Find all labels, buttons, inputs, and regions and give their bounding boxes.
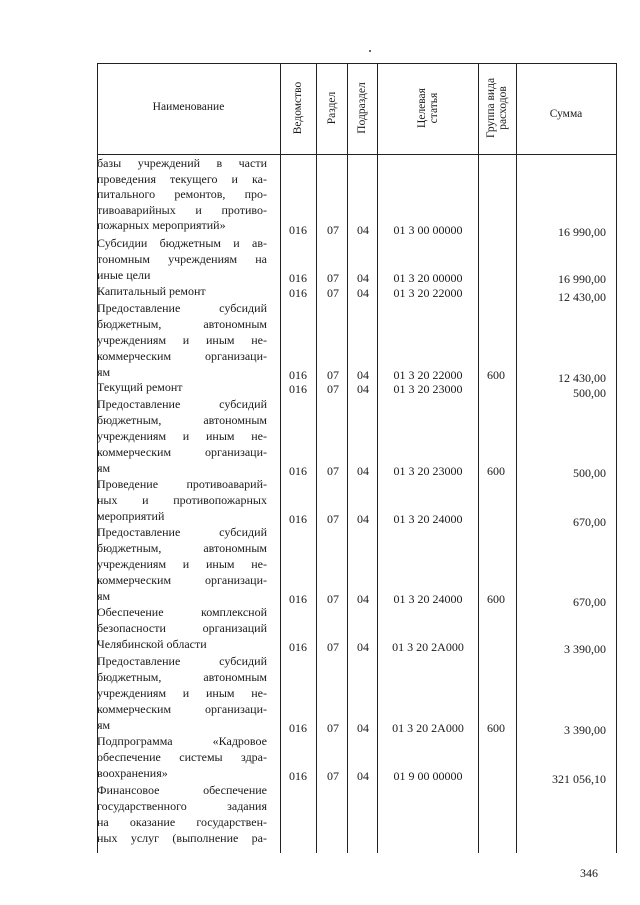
cell-vedomstvo: 016 [289, 592, 307, 606]
cell-podrazdel: 04 [357, 382, 369, 396]
name-line: Субсидии бюджетным и ав- [97, 236, 267, 250]
page-number: 346 [580, 866, 598, 880]
cell-vedomstvo: 016 [289, 640, 307, 654]
cell-gruppa: 600 [487, 592, 505, 606]
cell-razdel: 07 [327, 382, 339, 396]
cell-summa: 16 990,00 [558, 272, 606, 286]
cell-vedomstvo: 016 [289, 769, 307, 783]
header-summa: Сумма [549, 108, 583, 120]
cell-gruppa: 600 [487, 368, 505, 382]
name-line: бюджетным, автономным [97, 413, 267, 427]
cell-podrazdel: 04 [357, 271, 369, 285]
cell-celevaya-statya: 01 3 20 2А000 [392, 640, 464, 654]
name-line: тономным учреждениям на [97, 252, 267, 266]
cell-podrazdel: 04 [357, 640, 369, 654]
header-vedomstvo: Ведомство [292, 81, 304, 135]
cell-razdel: 07 [327, 368, 339, 382]
name-line: Проведение противоаварий- [97, 477, 267, 491]
name-line: учреждениям и иным не- [97, 686, 267, 700]
cell-vedomstvo: 016 [289, 286, 307, 300]
name-line: ям [97, 718, 111, 732]
name-line: тивоаварийных и противо- [97, 202, 267, 217]
name-line: ям [97, 365, 111, 379]
cell-podrazdel: 04 [357, 286, 369, 300]
cell-vedomstvo: 016 [289, 223, 307, 237]
name-line: на оказание государствен- [97, 815, 267, 829]
cell-celevaya-statya: 01 3 20 22000 [393, 368, 463, 382]
header-name: Наименование [152, 101, 225, 113]
cell-podrazdel: 04 [357, 512, 369, 526]
name-line: государственного задания [97, 799, 267, 813]
cell-razdel: 07 [327, 271, 339, 285]
name-line: Финансовое обеспечение [97, 783, 267, 797]
name-line: Обеспечение комплексной [97, 605, 267, 619]
cell-summa: 16 990,00 [558, 225, 606, 239]
cell-summa: 3 390,00 [564, 723, 606, 737]
cell-summa: 321 056,10 [552, 772, 606, 786]
header-podrazdel: Подраздел [356, 82, 368, 134]
cell-vedomstvo: 016 [289, 368, 307, 382]
cell-celevaya-statya: 01 3 20 23000 [393, 382, 463, 396]
name-line: ям [97, 589, 111, 603]
cell-razdel: 07 [327, 512, 339, 526]
name-line: ных и противопожарных [97, 493, 267, 507]
name-line: воохранения» [97, 766, 168, 780]
col-divider [347, 63, 348, 853]
cell-summa: 500,00 [573, 466, 606, 480]
cell-gruppa: 600 [487, 721, 505, 735]
cell-summa: 670,00 [573, 595, 606, 609]
cell-vedomstvo: 016 [289, 271, 307, 285]
name-line: Предоставление субсидий [97, 525, 267, 539]
header-gruppa-vida-rashodov: Группа вида расходов [485, 77, 509, 139]
cell-razdel: 07 [327, 640, 339, 654]
name-line: ям [97, 461, 111, 475]
cell-summa: 12 430,00 [558, 371, 606, 385]
cell-vedomstvo: 016 [289, 464, 307, 478]
cell-celevaya-statya: 01 3 20 22000 [393, 286, 463, 300]
name-line: проведения текущего и ка- [97, 171, 267, 186]
cell-summa: 12 430,00 [558, 290, 606, 304]
name-line: Предоставление субсидий [97, 654, 267, 668]
name-line: бюджетным, автономным [97, 317, 267, 331]
col-divider [280, 63, 281, 853]
cell-podrazdel: 04 [357, 592, 369, 606]
name-line: Предоставление субсидий [97, 397, 267, 411]
name-line: базы учреждений в части [97, 156, 267, 170]
cell-podrazdel: 04 [357, 464, 369, 478]
cell-gruppa: 600 [487, 464, 505, 478]
header-razdel: Раздел [326, 91, 338, 125]
name-line: Предоставление субсидий [97, 301, 267, 315]
cell-summa: 3 390,00 [564, 642, 606, 656]
cell-celevaya-statya: 01 3 20 00000 [393, 271, 463, 285]
table-top-border [97, 63, 616, 64]
name-line: Челябинской области [97, 637, 207, 651]
col-divider [316, 63, 317, 853]
cell-vedomstvo: 016 [289, 721, 307, 735]
name-line: безопасности организаций [97, 621, 267, 635]
name-line: обеспечение системы здра- [97, 750, 267, 764]
name-line: коммерческим организаци- [97, 349, 267, 363]
cell-razdel: 07 [327, 223, 339, 237]
name-line: учреждениям и иным не- [97, 333, 267, 347]
name-line: учреждениям и иным не- [97, 429, 267, 443]
cell-vedomstvo: 016 [289, 512, 307, 526]
cell-celevaya-statya: 01 3 00 00000 [393, 223, 463, 237]
header-celevaya-statya: Целевая статья [416, 88, 440, 128]
cell-summa: 500,00 [573, 386, 606, 400]
cell-podrazdel: 04 [357, 769, 369, 783]
name-line: коммерческим организаци- [97, 573, 267, 587]
name-line: учреждениям и иным не- [97, 557, 267, 571]
cell-razdel: 07 [327, 286, 339, 300]
name-line: Капитальный ремонт [97, 284, 206, 298]
cell-razdel: 07 [327, 769, 339, 783]
name-line: питального ремонтов, про- [97, 187, 267, 201]
cell-podrazdel: 04 [357, 721, 369, 735]
cell-podrazdel: 04 [357, 223, 369, 237]
name-line: коммерческим организаци- [97, 702, 267, 716]
cell-summa: 670,00 [573, 515, 606, 529]
name-line: иные цели [97, 268, 151, 282]
cell-celevaya-statya: 01 3 20 24000 [393, 592, 463, 606]
col-divider [516, 63, 517, 853]
name-line: пожарных мероприятий» [97, 218, 226, 232]
scan-speck [369, 50, 371, 52]
cell-podrazdel: 04 [357, 368, 369, 382]
cell-razdel: 07 [327, 592, 339, 606]
name-line: бюджетным, автономным [97, 541, 267, 555]
name-line: Подпрограмма «Кадровое [97, 734, 267, 748]
cell-celevaya-statya: 01 9 00 00000 [393, 769, 463, 783]
cell-razdel: 07 [327, 464, 339, 478]
name-line: бюджетным, автономным [97, 670, 267, 684]
cell-celevaya-statya: 01 3 20 23000 [393, 464, 463, 478]
name-line: Текущий ремонт [97, 380, 183, 394]
cell-razdel: 07 [327, 721, 339, 735]
cell-vedomstvo: 016 [289, 382, 307, 396]
cell-celevaya-statya: 01 3 20 2А000 [392, 721, 464, 735]
name-line: ных услуг (выполнение ра- [97, 831, 267, 845]
table-right-border [616, 63, 617, 853]
cell-celevaya-statya: 01 3 20 24000 [393, 512, 463, 526]
name-line: мероприятий [97, 509, 165, 523]
header-bottom-border [97, 154, 616, 155]
name-line: коммерческим организаци- [97, 445, 267, 459]
